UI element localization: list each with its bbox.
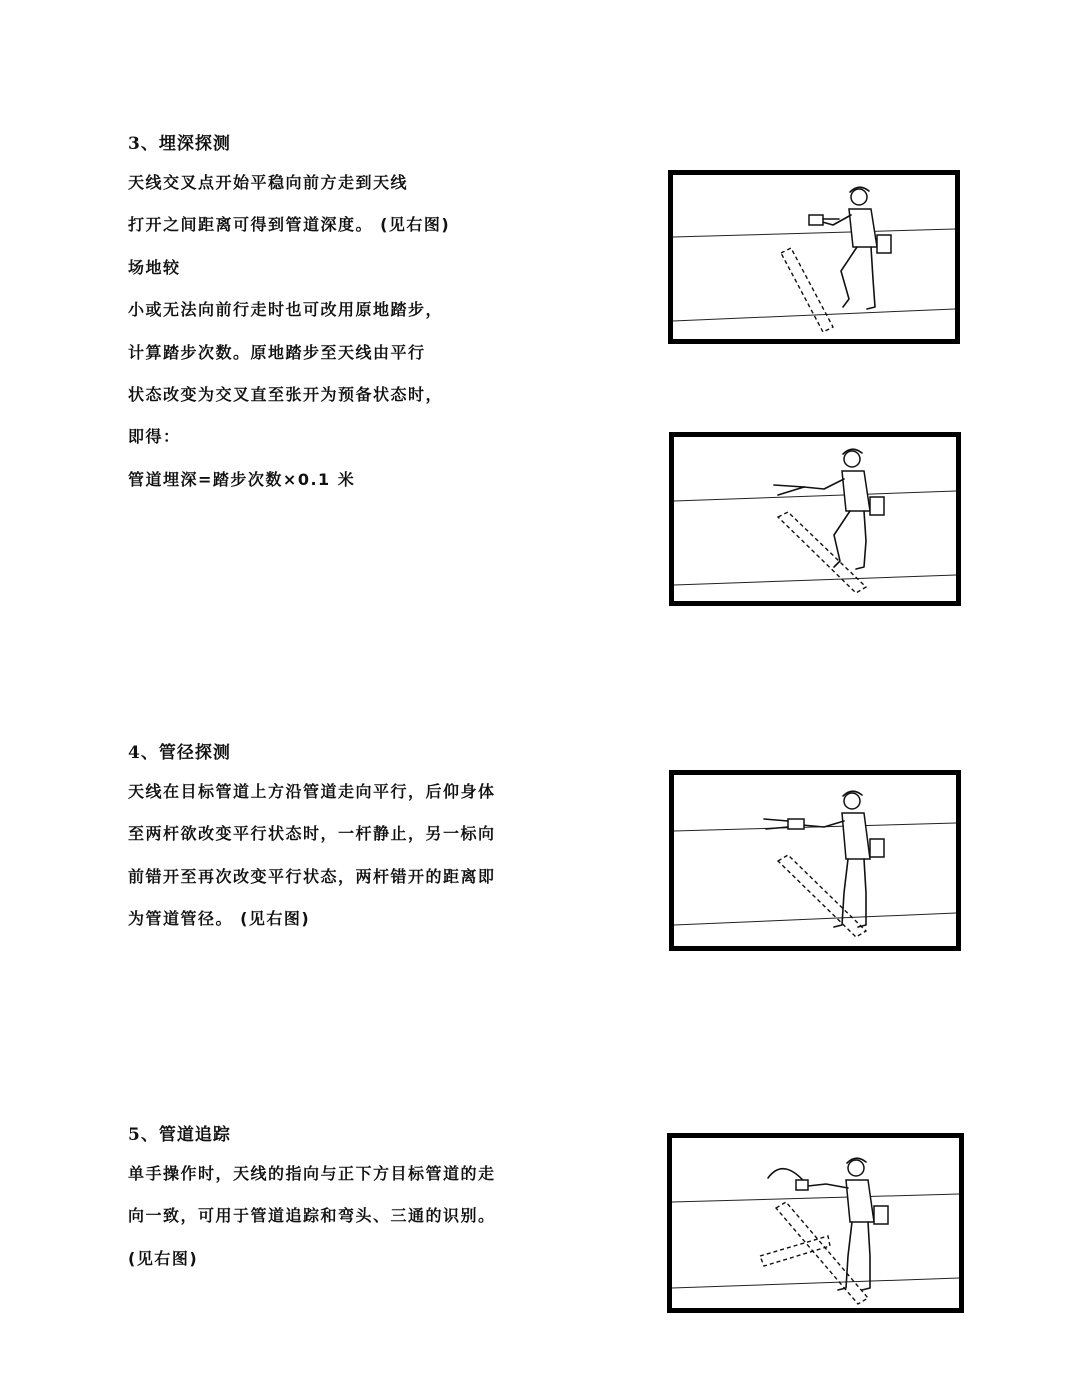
body-line: 为管道管径。 (见右图) <box>128 909 311 929</box>
section-heading-diameter: 4、管径探测 <box>128 743 231 763</box>
body-line: 前错开至再次改变平行状态，两杆错开的距离即 <box>128 866 496 886</box>
body-line: 天线在目标管道上方沿管道走向平行，后仰身体 <box>128 782 496 801</box>
body-line: 打开之间距离可得到管道深度。 (见右图) <box>128 215 451 235</box>
body-line: 天线交叉点开始平稳向前方走到天线 <box>128 173 409 192</box>
body-line: 向一致，可用于管道追踪和弯头、三通的识别。 <box>128 1206 496 1226</box>
section-heading-depth: 3、埋深探测 <box>128 134 231 154</box>
section-heading-tracking: 5、管道追踪 <box>128 1125 231 1145</box>
body-line: 管道埋深=踏步次数×0.1 米 <box>128 469 356 489</box>
section-body-depth <box>128 173 608 512</box>
body-line: 小或无法向前行走时也可改用原地踏步， <box>128 300 444 320</box>
body-line: 单手操作时，天线的指向与正下方目标管道的走 <box>128 1164 496 1183</box>
body-line: 计算踏步次数。原地踏步至天线由平行 <box>128 342 426 362</box>
depth-detection-walk-illustration <box>668 170 960 344</box>
body-line: (见右图) <box>128 1248 199 1268</box>
section-body-diameter <box>128 782 608 952</box>
depth-detection-step-illustration <box>669 432 961 606</box>
diameter-detection-illustration <box>669 770 961 951</box>
body-line: 至两杆欲改变平行状态时，一杆静止，另一标向 <box>128 824 496 844</box>
body-line: 状态改变为交叉直至张开为预备状态时， <box>128 384 444 404</box>
body-line: 场地较 <box>128 257 181 277</box>
body-line: 即得： <box>128 427 181 447</box>
pipe-tracking-illustration <box>667 1133 964 1313</box>
section-body-tracking <box>128 1164 608 1291</box>
